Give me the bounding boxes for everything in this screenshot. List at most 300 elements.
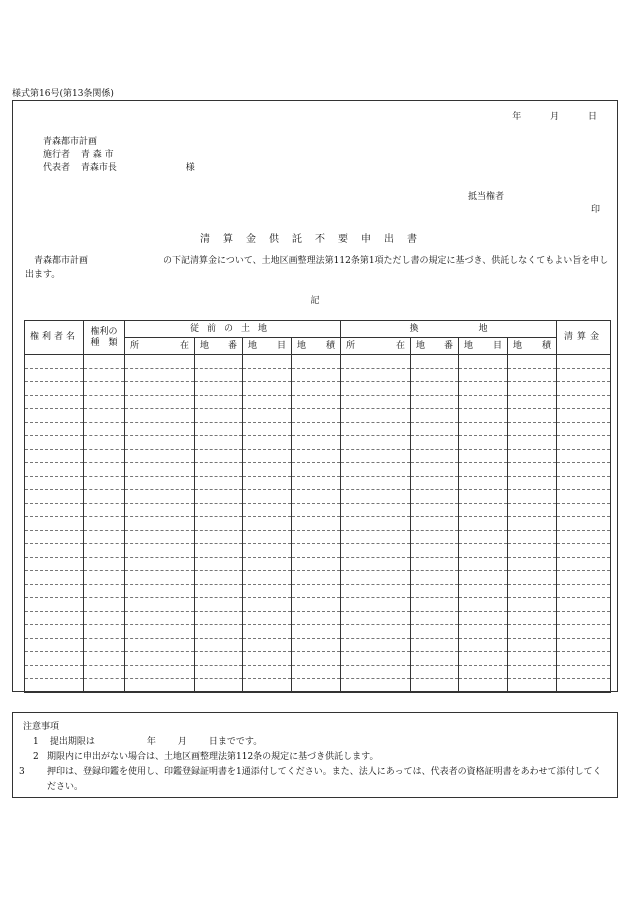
table-cell[interactable] bbox=[125, 449, 195, 463]
table-cell[interactable] bbox=[84, 503, 125, 517]
table-cell[interactable] bbox=[195, 544, 243, 558]
table-cell[interactable] bbox=[411, 611, 459, 625]
table-row bbox=[25, 422, 611, 436]
table-cell[interactable] bbox=[508, 652, 557, 666]
table-cell[interactable] bbox=[459, 395, 508, 409]
table-cell[interactable] bbox=[557, 395, 611, 409]
table-cell[interactable] bbox=[292, 598, 341, 612]
table-cell[interactable] bbox=[195, 557, 243, 571]
table-cell[interactable] bbox=[557, 490, 611, 504]
table-cell[interactable] bbox=[459, 355, 508, 369]
table-cell[interactable] bbox=[459, 422, 508, 436]
table-cell[interactable] bbox=[341, 571, 411, 585]
table-cell[interactable] bbox=[84, 530, 125, 544]
table-cell[interactable] bbox=[125, 476, 195, 490]
date-month-label: 月 bbox=[550, 112, 560, 122]
table-cell[interactable] bbox=[84, 652, 125, 666]
table-cell[interactable] bbox=[411, 638, 459, 652]
table-cell[interactable] bbox=[341, 436, 411, 450]
table-cell[interactable] bbox=[459, 530, 508, 544]
table-cell[interactable] bbox=[125, 625, 195, 639]
table-cell[interactable] bbox=[459, 503, 508, 517]
table-cell[interactable] bbox=[557, 571, 611, 585]
table-cell[interactable] bbox=[243, 355, 292, 369]
table-cell[interactable] bbox=[195, 355, 243, 369]
table-cell[interactable] bbox=[25, 517, 84, 531]
table-cell[interactable] bbox=[411, 571, 459, 585]
table-cell[interactable] bbox=[557, 665, 611, 679]
table-cell[interactable] bbox=[195, 517, 243, 531]
table-cell[interactable] bbox=[84, 490, 125, 504]
table-cell[interactable] bbox=[508, 476, 557, 490]
table-cell[interactable] bbox=[459, 557, 508, 571]
table-cell[interactable] bbox=[25, 382, 84, 396]
table-cell[interactable] bbox=[341, 490, 411, 504]
table-cell[interactable] bbox=[25, 395, 84, 409]
table-cell[interactable] bbox=[125, 530, 195, 544]
table-cell[interactable] bbox=[508, 530, 557, 544]
table-cell[interactable] bbox=[25, 665, 84, 679]
table-cell[interactable] bbox=[508, 368, 557, 382]
table-cell[interactable] bbox=[25, 571, 84, 585]
table-cell[interactable] bbox=[341, 584, 411, 598]
table-cell[interactable] bbox=[292, 395, 341, 409]
table-cell[interactable] bbox=[341, 652, 411, 666]
header-prev-lot: 地 番 bbox=[195, 338, 243, 355]
table-cell[interactable] bbox=[195, 584, 243, 598]
table-cell[interactable] bbox=[243, 625, 292, 639]
table-cell[interactable] bbox=[411, 368, 459, 382]
table-cell[interactable] bbox=[411, 625, 459, 639]
table-cell[interactable] bbox=[557, 449, 611, 463]
table-cell[interactable] bbox=[459, 679, 508, 693]
table-cell[interactable] bbox=[125, 463, 195, 477]
table-cell[interactable] bbox=[341, 503, 411, 517]
header-settlement: 清算金 bbox=[557, 321, 611, 355]
table-cell[interactable] bbox=[195, 395, 243, 409]
body-prefix: 青森都市計画 bbox=[34, 256, 89, 266]
header-new-lot: 地 番 bbox=[411, 338, 459, 355]
table-cell[interactable] bbox=[84, 436, 125, 450]
table-cell[interactable] bbox=[292, 557, 341, 571]
table-cell[interactable] bbox=[25, 598, 84, 612]
application-form bbox=[12, 100, 618, 692]
table-cell[interactable] bbox=[292, 638, 341, 652]
table-cell[interactable] bbox=[125, 611, 195, 625]
table-cell[interactable] bbox=[557, 584, 611, 598]
table-cell[interactable] bbox=[25, 544, 84, 558]
table-cell[interactable] bbox=[195, 422, 243, 436]
addressee-plan-name: 青森都市計画 bbox=[43, 137, 98, 147]
table-cell[interactable] bbox=[508, 638, 557, 652]
table-cell[interactable] bbox=[341, 476, 411, 490]
table-cell[interactable] bbox=[411, 679, 459, 693]
table-cell[interactable] bbox=[341, 409, 411, 423]
table-cell[interactable] bbox=[341, 557, 411, 571]
table-row bbox=[25, 368, 611, 382]
table-cell[interactable] bbox=[195, 490, 243, 504]
table-cell[interactable] bbox=[125, 544, 195, 558]
table-cell[interactable] bbox=[459, 463, 508, 477]
table-row bbox=[25, 679, 611, 693]
table-cell[interactable] bbox=[195, 476, 243, 490]
table-cell[interactable] bbox=[459, 584, 508, 598]
table-cell[interactable] bbox=[341, 625, 411, 639]
table-cell[interactable] bbox=[459, 652, 508, 666]
table-cell[interactable] bbox=[243, 611, 292, 625]
table-cell[interactable] bbox=[557, 611, 611, 625]
table-cell[interactable] bbox=[84, 544, 125, 558]
table-cell[interactable] bbox=[243, 422, 292, 436]
table-cell[interactable] bbox=[292, 368, 341, 382]
table-cell[interactable] bbox=[25, 409, 84, 423]
table-cell[interactable] bbox=[508, 490, 557, 504]
table-cell[interactable] bbox=[459, 625, 508, 639]
table-cell[interactable] bbox=[341, 355, 411, 369]
table-cell[interactable] bbox=[243, 490, 292, 504]
table-cell[interactable] bbox=[195, 409, 243, 423]
table-cell[interactable] bbox=[25, 530, 84, 544]
table-cell[interactable] bbox=[508, 503, 557, 517]
table-cell[interactable] bbox=[292, 571, 341, 585]
table-cell[interactable] bbox=[195, 368, 243, 382]
table-cell[interactable] bbox=[25, 625, 84, 639]
table-cell[interactable] bbox=[557, 517, 611, 531]
table-cell[interactable] bbox=[557, 557, 611, 571]
table-cell[interactable] bbox=[25, 436, 84, 450]
table-cell[interactable] bbox=[195, 665, 243, 679]
table-cell[interactable] bbox=[25, 652, 84, 666]
body-statement bbox=[25, 254, 610, 282]
table-cell[interactable] bbox=[125, 638, 195, 652]
table-cell[interactable] bbox=[459, 368, 508, 382]
header-right-type: 権利の 種 類 bbox=[84, 321, 125, 355]
table-cell[interactable] bbox=[243, 517, 292, 531]
table-cell[interactable] bbox=[459, 449, 508, 463]
table-cell[interactable] bbox=[292, 503, 341, 517]
table-cell[interactable] bbox=[459, 436, 508, 450]
table-cell[interactable] bbox=[508, 409, 557, 423]
table-cell[interactable] bbox=[125, 665, 195, 679]
table-cell[interactable] bbox=[411, 584, 459, 598]
table-cell[interactable] bbox=[557, 544, 611, 558]
table-cell[interactable] bbox=[341, 544, 411, 558]
table-cell[interactable] bbox=[341, 382, 411, 396]
table-cell[interactable] bbox=[25, 584, 84, 598]
table-cell[interactable] bbox=[125, 679, 195, 693]
table-cell[interactable] bbox=[508, 598, 557, 612]
form-number-label: 様式第16号(第13条関係) bbox=[12, 89, 114, 99]
table-cell[interactable] bbox=[341, 665, 411, 679]
table-cell[interactable] bbox=[125, 436, 195, 450]
table-cell[interactable] bbox=[292, 476, 341, 490]
table-cell[interactable] bbox=[125, 652, 195, 666]
table-cell[interactable] bbox=[125, 490, 195, 504]
table-cell[interactable] bbox=[25, 557, 84, 571]
table-cell[interactable] bbox=[411, 598, 459, 612]
table-cell[interactable] bbox=[125, 598, 195, 612]
table-cell[interactable] bbox=[411, 557, 459, 571]
table-cell[interactable] bbox=[508, 422, 557, 436]
table-cell[interactable] bbox=[292, 382, 341, 396]
table-cell[interactable] bbox=[292, 611, 341, 625]
table-cell[interactable] bbox=[125, 571, 195, 585]
date-year-label: 年 bbox=[512, 112, 522, 122]
table-cell[interactable] bbox=[341, 422, 411, 436]
table-cell[interactable] bbox=[292, 584, 341, 598]
representative-label: 代表者 bbox=[43, 163, 71, 173]
table-cell[interactable] bbox=[125, 395, 195, 409]
table-cell[interactable] bbox=[243, 463, 292, 477]
table-cell[interactable] bbox=[84, 382, 125, 396]
table-cell[interactable] bbox=[557, 436, 611, 450]
table-cell[interactable] bbox=[557, 503, 611, 517]
table-cell[interactable] bbox=[508, 679, 557, 693]
table-cell[interactable] bbox=[411, 436, 459, 450]
table-cell[interactable] bbox=[411, 517, 459, 531]
table-cell[interactable] bbox=[243, 382, 292, 396]
table-cell[interactable] bbox=[195, 382, 243, 396]
table-cell[interactable] bbox=[243, 638, 292, 652]
table-cell[interactable] bbox=[341, 449, 411, 463]
table-cell[interactable] bbox=[341, 679, 411, 693]
table-cell[interactable] bbox=[292, 665, 341, 679]
table-cell[interactable] bbox=[125, 355, 195, 369]
table-cell[interactable] bbox=[508, 517, 557, 531]
table-cell[interactable] bbox=[84, 355, 125, 369]
table-cell[interactable] bbox=[25, 611, 84, 625]
table-cell[interactable] bbox=[292, 449, 341, 463]
table-cell[interactable] bbox=[195, 625, 243, 639]
table-row bbox=[25, 490, 611, 504]
table-cell[interactable] bbox=[508, 355, 557, 369]
table-cell[interactable] bbox=[508, 463, 557, 477]
table-cell[interactable] bbox=[25, 355, 84, 369]
table-cell[interactable] bbox=[195, 679, 243, 693]
table-cell[interactable] bbox=[557, 625, 611, 639]
table-cell[interactable] bbox=[459, 598, 508, 612]
table-cell[interactable] bbox=[125, 422, 195, 436]
table-cell[interactable] bbox=[459, 517, 508, 531]
table-cell[interactable] bbox=[341, 598, 411, 612]
table-cell[interactable] bbox=[508, 449, 557, 463]
header-prev-area: 地 積 bbox=[292, 338, 341, 355]
table-cell[interactable] bbox=[341, 395, 411, 409]
table-cell[interactable] bbox=[25, 422, 84, 436]
table-cell[interactable] bbox=[195, 571, 243, 585]
table-cell[interactable] bbox=[25, 679, 84, 693]
addressee-block bbox=[43, 136, 195, 175]
table-cell[interactable] bbox=[557, 409, 611, 423]
table-cell[interactable] bbox=[508, 382, 557, 396]
table-cell[interactable] bbox=[411, 490, 459, 504]
table-cell[interactable] bbox=[84, 517, 125, 531]
table-cell[interactable] bbox=[84, 476, 125, 490]
table-cell[interactable] bbox=[557, 638, 611, 652]
table-cell[interactable] bbox=[292, 652, 341, 666]
table-cell[interactable] bbox=[341, 638, 411, 652]
table-cell[interactable] bbox=[292, 436, 341, 450]
table-cell[interactable] bbox=[243, 584, 292, 598]
table-cell[interactable] bbox=[557, 463, 611, 477]
table-cell[interactable] bbox=[508, 544, 557, 558]
table-cell[interactable] bbox=[292, 463, 341, 477]
table-cell[interactable] bbox=[459, 382, 508, 396]
table-cell[interactable] bbox=[243, 557, 292, 571]
table-cell[interactable] bbox=[292, 490, 341, 504]
table-cell[interactable] bbox=[195, 463, 243, 477]
table-cell[interactable] bbox=[459, 571, 508, 585]
table-cell[interactable] bbox=[341, 368, 411, 382]
table-cell[interactable] bbox=[25, 449, 84, 463]
table-cell[interactable] bbox=[411, 395, 459, 409]
table-cell[interactable] bbox=[341, 463, 411, 477]
table-cell[interactable] bbox=[243, 395, 292, 409]
table-cell[interactable] bbox=[557, 679, 611, 693]
executor-label: 施行者 bbox=[43, 150, 71, 160]
table-cell[interactable] bbox=[195, 436, 243, 450]
table-cell[interactable] bbox=[243, 476, 292, 490]
table-cell[interactable] bbox=[84, 571, 125, 585]
table-cell[interactable] bbox=[411, 652, 459, 666]
table-cell[interactable] bbox=[84, 409, 125, 423]
table-cell[interactable] bbox=[243, 436, 292, 450]
table-cell[interactable] bbox=[341, 517, 411, 531]
table-cell[interactable] bbox=[557, 382, 611, 396]
table-cell[interactable] bbox=[508, 611, 557, 625]
table-cell[interactable] bbox=[459, 638, 508, 652]
table-cell[interactable] bbox=[508, 395, 557, 409]
table-cell[interactable] bbox=[459, 409, 508, 423]
table-cell[interactable] bbox=[25, 503, 84, 517]
table-cell[interactable] bbox=[243, 368, 292, 382]
table-cell[interactable] bbox=[243, 679, 292, 693]
table-cell[interactable] bbox=[411, 503, 459, 517]
table-cell[interactable] bbox=[557, 598, 611, 612]
table-cell[interactable] bbox=[459, 665, 508, 679]
table-cell[interactable] bbox=[292, 422, 341, 436]
table-cell[interactable] bbox=[341, 611, 411, 625]
table-cell[interactable] bbox=[125, 557, 195, 571]
table-cell[interactable] bbox=[243, 652, 292, 666]
table-cell[interactable] bbox=[459, 476, 508, 490]
table-cell[interactable] bbox=[195, 638, 243, 652]
table-cell[interactable] bbox=[292, 517, 341, 531]
table-cell[interactable] bbox=[125, 409, 195, 423]
table-cell[interactable] bbox=[411, 422, 459, 436]
table-cell[interactable] bbox=[292, 679, 341, 693]
table-cell[interactable] bbox=[557, 422, 611, 436]
table-cell[interactable] bbox=[459, 544, 508, 558]
table-cell[interactable] bbox=[508, 557, 557, 571]
table-cell[interactable] bbox=[243, 530, 292, 544]
table-cell[interactable] bbox=[25, 463, 84, 477]
table-cell[interactable] bbox=[411, 449, 459, 463]
table-cell[interactable] bbox=[125, 517, 195, 531]
table-cell[interactable] bbox=[125, 368, 195, 382]
table-cell[interactable] bbox=[25, 490, 84, 504]
table-cell[interactable] bbox=[557, 368, 611, 382]
table-cell[interactable] bbox=[508, 436, 557, 450]
table-cell[interactable] bbox=[84, 449, 125, 463]
table-cell[interactable] bbox=[292, 625, 341, 639]
table-cell[interactable] bbox=[84, 584, 125, 598]
table-cell[interactable] bbox=[243, 571, 292, 585]
table-cell[interactable] bbox=[84, 557, 125, 571]
table-cell[interactable] bbox=[84, 395, 125, 409]
table-cell[interactable] bbox=[508, 584, 557, 598]
table-cell[interactable] bbox=[243, 598, 292, 612]
table-cell[interactable] bbox=[508, 625, 557, 639]
table-cell[interactable] bbox=[195, 449, 243, 463]
table-cell[interactable] bbox=[557, 530, 611, 544]
table-row bbox=[25, 530, 611, 544]
table-cell[interactable] bbox=[84, 368, 125, 382]
table-row bbox=[25, 409, 611, 423]
table-cell[interactable] bbox=[557, 476, 611, 490]
table-cell[interactable] bbox=[411, 409, 459, 423]
note-item-1: 1 提出期限は 年 月 日までです。 bbox=[33, 737, 263, 747]
table-cell[interactable] bbox=[84, 422, 125, 436]
table-cell[interactable] bbox=[292, 530, 341, 544]
table-cell[interactable] bbox=[459, 490, 508, 504]
table-cell[interactable] bbox=[411, 544, 459, 558]
honorific: 様 bbox=[185, 163, 195, 173]
table-cell[interactable] bbox=[411, 530, 459, 544]
table-cell[interactable] bbox=[411, 382, 459, 396]
table-cell[interactable] bbox=[125, 382, 195, 396]
table-cell[interactable] bbox=[195, 530, 243, 544]
table-cell[interactable] bbox=[508, 571, 557, 585]
table-cell[interactable] bbox=[508, 665, 557, 679]
table-cell[interactable] bbox=[411, 476, 459, 490]
table-cell[interactable] bbox=[84, 611, 125, 625]
table-cell[interactable] bbox=[25, 368, 84, 382]
land-table bbox=[24, 320, 611, 693]
table-cell[interactable] bbox=[459, 611, 508, 625]
table-cell[interactable] bbox=[411, 355, 459, 369]
table-row bbox=[25, 355, 611, 369]
table-cell[interactable] bbox=[557, 355, 611, 369]
table-cell[interactable] bbox=[195, 503, 243, 517]
table-cell[interactable] bbox=[243, 449, 292, 463]
table-cell[interactable] bbox=[84, 598, 125, 612]
table-cell[interactable] bbox=[557, 652, 611, 666]
table-cell[interactable] bbox=[243, 409, 292, 423]
table-cell[interactable] bbox=[243, 665, 292, 679]
table-cell[interactable] bbox=[411, 665, 459, 679]
table-cell[interactable] bbox=[243, 503, 292, 517]
table-cell[interactable] bbox=[25, 476, 84, 490]
table-cell[interactable] bbox=[243, 544, 292, 558]
table-cell[interactable] bbox=[84, 665, 125, 679]
table-cell[interactable] bbox=[195, 611, 243, 625]
table-cell[interactable] bbox=[84, 679, 125, 693]
table-cell[interactable] bbox=[125, 584, 195, 598]
table-cell[interactable] bbox=[292, 355, 341, 369]
table-cell[interactable] bbox=[341, 530, 411, 544]
table-cell[interactable] bbox=[84, 463, 125, 477]
table-cell[interactable] bbox=[411, 463, 459, 477]
table-cell[interactable] bbox=[125, 503, 195, 517]
table-cell[interactable] bbox=[25, 638, 84, 652]
table-cell[interactable] bbox=[84, 625, 125, 639]
table-cell[interactable] bbox=[195, 598, 243, 612]
table-cell[interactable] bbox=[292, 544, 341, 558]
table-cell[interactable] bbox=[84, 638, 125, 652]
table-cell[interactable] bbox=[292, 409, 341, 423]
table-cell[interactable] bbox=[195, 652, 243, 666]
